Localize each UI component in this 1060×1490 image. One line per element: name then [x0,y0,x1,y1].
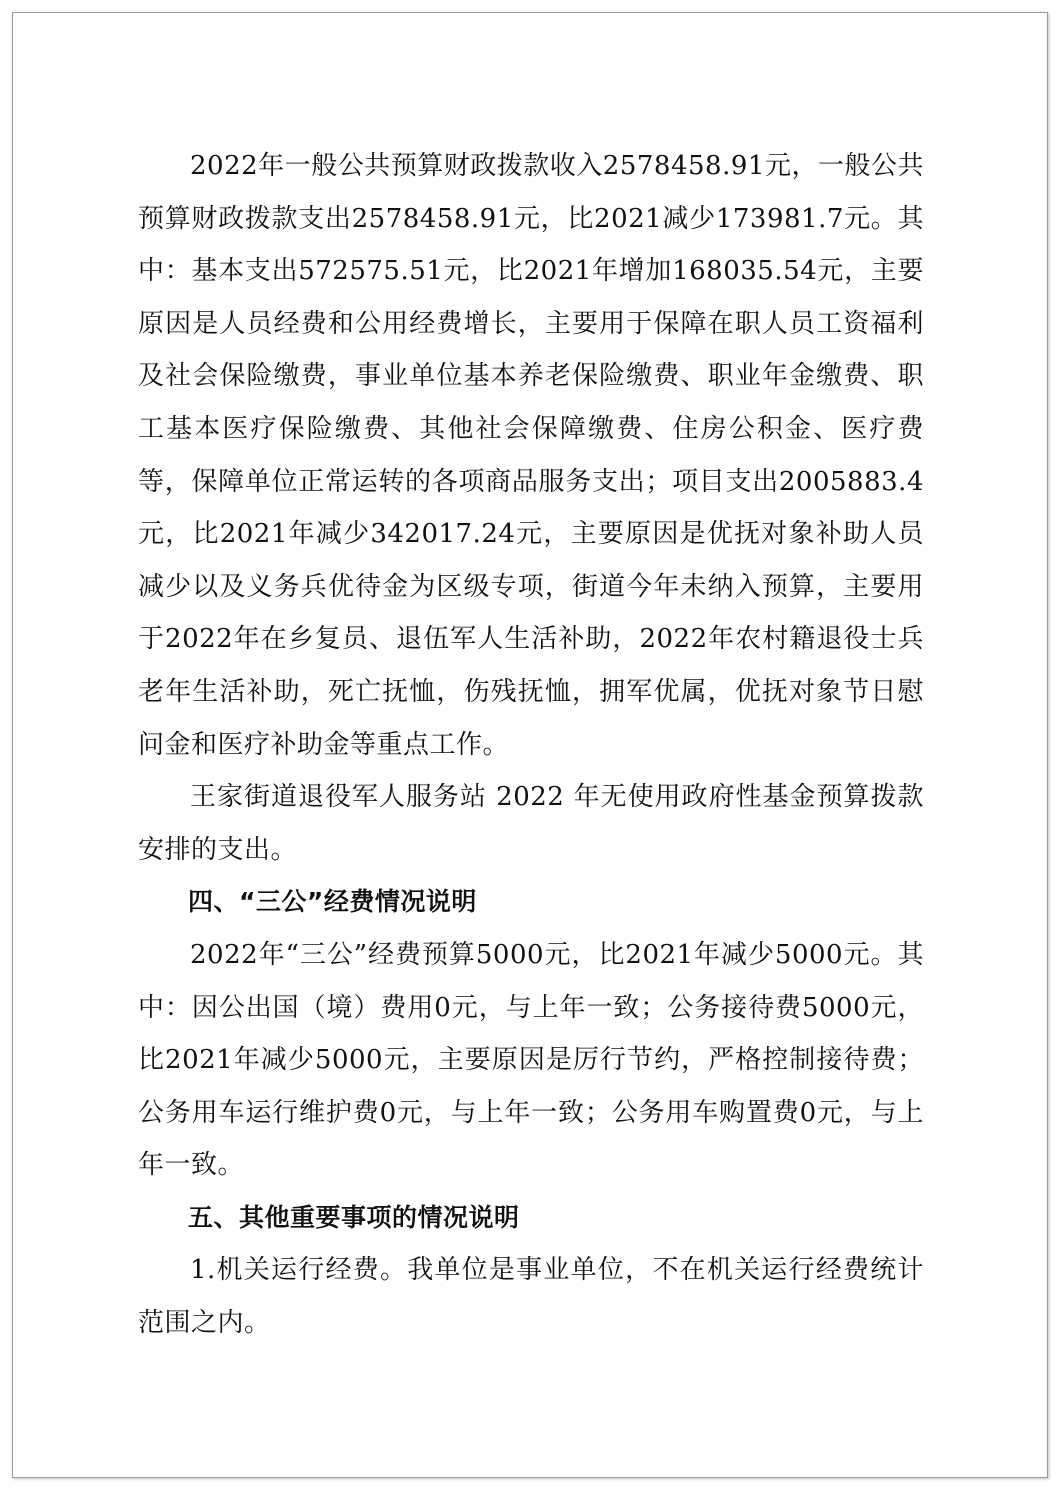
paragraph-operating-expenses: 1.机关运行经费。我单位是事业单位，不在机关运行经费统计范围之内。 [138,1255,924,1339]
paragraph-three-public-expenses: 2022年“三公”经费预算5000元，比2021年减少5000元。其中：因公出国（境）费用0元，与上年一致；公务接待费5000元，比2021年减少5000元，主要原因是厉行节约，严格控制接待费；公务用车运行维护费0元，与上年一致；公务用车购置费0元，与上年一致。 [138,939,924,1181]
paragraph-budget-summary: 2022年一般公共预算财政拨款收入2578458.91元，一般公共预算财政拨款支出2578458.91元，比2021减少173981.7元。其中：基本支出572575.51元，比2021年增加168035.54元，主要原因是人员经费和公用经费增长，主要用于保障在职人员工资福利及社会保险缴费，事业单位基本养老保险缴费、职业年金缴费、职工基本医疗保险缴费、其他社会保障缴费、住房公积金、医疗费等，保障单位正常运转的各项商品服务支出；项目支出2005883.4元，比2021年减少342017.24元，主要原因是优抚对象补助人员减少以及义务兵优待金为区级专项，街道今年未纳入预算，主要用于2022年在乡复员、退伍军人生活补助，2022年农村籍退役士兵老年生活补助，死亡抚恤，伤残抚恤，拥军优属，优抚对象节日慰问金和医疗补助金等重点工作。 [138,151,924,760]
section-heading-other-matters: 五、其他重要事项的情况说明 [188,1202,520,1232]
paragraph-government-fund: 王家街道退役军人服务站 2022 年无使用政府性基金预算拨款安排的支出。 [138,782,924,865]
section-heading-three-public: 四、“三公”经费情况说明 [188,887,477,917]
document-body [138,140,924,1350]
